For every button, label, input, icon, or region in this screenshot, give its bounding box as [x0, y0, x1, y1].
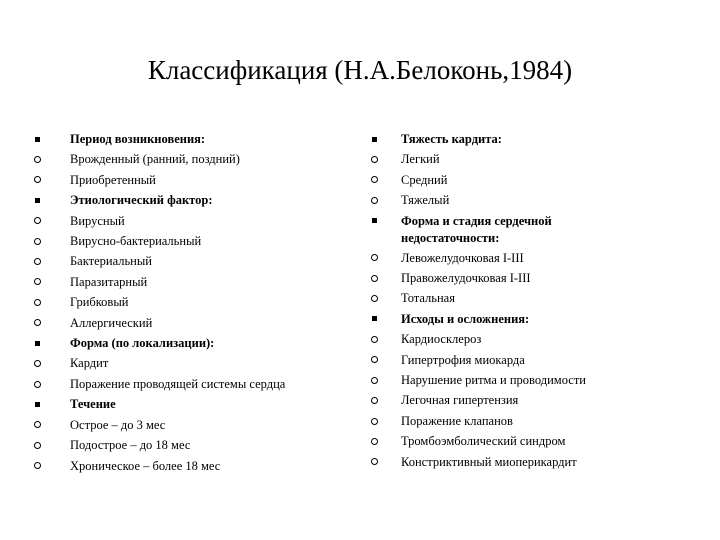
list-item [28, 170, 358, 190]
list-item-text: Хроническое – более 18 мес [70, 458, 221, 473]
list-item [365, 309, 715, 329]
list-item [365, 350, 715, 370]
right-column-list [365, 129, 715, 472]
list-item [365, 170, 715, 190]
square-bullet-icon [32, 129, 42, 149]
list-item-text: Вирусный [70, 213, 125, 228]
list-item-text: Грибковый [70, 295, 129, 310]
list-item-text: Бактериальный [70, 254, 152, 269]
list-item [28, 251, 358, 271]
list-item-text: Левожелудочковая I-III [401, 250, 524, 265]
list-item [365, 370, 715, 390]
list-item-text: Легкий [401, 152, 440, 167]
list-item-text: Констриктивный миоперикардит [401, 454, 577, 469]
list-item [365, 452, 715, 472]
list-item-text: Тотальная [401, 291, 455, 306]
list-item [365, 190, 715, 210]
circle-bullet-icon [369, 268, 379, 288]
list-item [28, 292, 358, 312]
list-item [28, 374, 358, 394]
list-item [365, 390, 715, 410]
list-item-text: Кардиосклероз [401, 332, 482, 347]
list-item [28, 313, 358, 333]
list-item [365, 288, 715, 308]
circle-bullet-icon [369, 370, 379, 390]
list-item-text: Кардит [70, 356, 109, 371]
circle-bullet-icon [32, 415, 42, 435]
circle-bullet-icon [369, 149, 379, 169]
list-item-text: Исходы и осложнения: [401, 311, 530, 326]
circle-bullet-icon [369, 431, 379, 451]
list-item [28, 231, 358, 251]
square-bullet-icon [32, 394, 42, 414]
list-item [28, 415, 358, 435]
circle-bullet-icon [32, 170, 42, 190]
list-item-text: Средний [401, 172, 448, 187]
list-item-text: Течение [70, 397, 116, 412]
circle-bullet-icon [369, 350, 379, 370]
list-item [365, 431, 715, 451]
square-bullet-icon [32, 190, 42, 210]
list-item [365, 129, 715, 149]
circle-bullet-icon [32, 272, 42, 292]
list-item-text: Форма и стадия сердечной недостаточности: [401, 213, 552, 245]
list-item-text: Вирусно-бактериальный [70, 234, 202, 249]
circle-bullet-icon [32, 313, 42, 333]
slide-title: Классификация (Н.А.Белоконь,1984) [147, 55, 573, 85]
list-item-text: Приобретенный [70, 172, 156, 187]
circle-bullet-icon [32, 149, 42, 169]
list-item [28, 190, 358, 210]
circle-bullet-icon [32, 374, 42, 394]
list-item [28, 435, 358, 455]
square-bullet-icon [369, 129, 379, 149]
list-item [28, 394, 358, 414]
list-item-text: Гипертрофия миокарда [401, 352, 525, 367]
list-item [28, 353, 358, 373]
list-item-text: Тяжесть кардита: [401, 132, 502, 146]
list-item-text: Острое – до 3 мес [70, 417, 166, 432]
list-item-text: Этиологический фактор: [70, 193, 213, 208]
list-item [365, 149, 715, 169]
circle-bullet-icon [369, 170, 379, 190]
square-bullet-icon [369, 309, 379, 329]
list-item-text: Паразитарный [70, 274, 148, 289]
list-item [365, 411, 715, 431]
circle-bullet-icon [32, 456, 42, 476]
circle-bullet-icon [32, 251, 42, 271]
list-item [365, 211, 591, 248]
square-bullet-icon [369, 211, 379, 231]
circle-bullet-icon [369, 390, 379, 410]
circle-bullet-icon [32, 292, 42, 312]
list-item-text: Аллергический [70, 315, 153, 330]
list-item [365, 248, 715, 268]
list-item-text: Правожелудочковая I-III [401, 271, 531, 286]
list-item-text: Поражение клапанов [401, 413, 513, 428]
circle-bullet-icon [32, 353, 42, 373]
list-item-text: Период возникновения: [70, 132, 206, 146]
list-item-text: Тромбоэмболический синдром [401, 434, 566, 449]
circle-bullet-icon [32, 211, 42, 231]
list-item [28, 456, 358, 476]
list-item-text: Подострое – до 18 мес [70, 438, 191, 453]
list-item [28, 272, 358, 292]
circle-bullet-icon [369, 288, 379, 308]
list-item [365, 268, 715, 288]
left-column-list [28, 129, 358, 476]
square-bullet-icon [32, 333, 42, 353]
circle-bullet-icon [369, 248, 379, 268]
list-item [28, 149, 358, 169]
circle-bullet-icon [32, 435, 42, 455]
circle-bullet-icon [369, 411, 379, 431]
list-item [28, 129, 358, 149]
list-item-text: Легочная гипертензия [401, 393, 519, 408]
list-item-text: Нарушение ритма и проводимости [401, 373, 586, 388]
circle-bullet-icon [32, 231, 42, 251]
list-item-text: Тяжелый [401, 193, 450, 208]
list-item [365, 329, 715, 349]
list-item [28, 211, 358, 231]
circle-bullet-icon [369, 452, 379, 472]
list-item-text: Врожденный (ранний, поздний) [70, 152, 240, 167]
list-item [28, 333, 358, 353]
circle-bullet-icon [369, 190, 379, 210]
circle-bullet-icon [369, 329, 379, 349]
list-item-text: Поражение проводящей системы сердца [70, 376, 286, 391]
list-item-text: Форма (по локализации): [70, 336, 215, 351]
